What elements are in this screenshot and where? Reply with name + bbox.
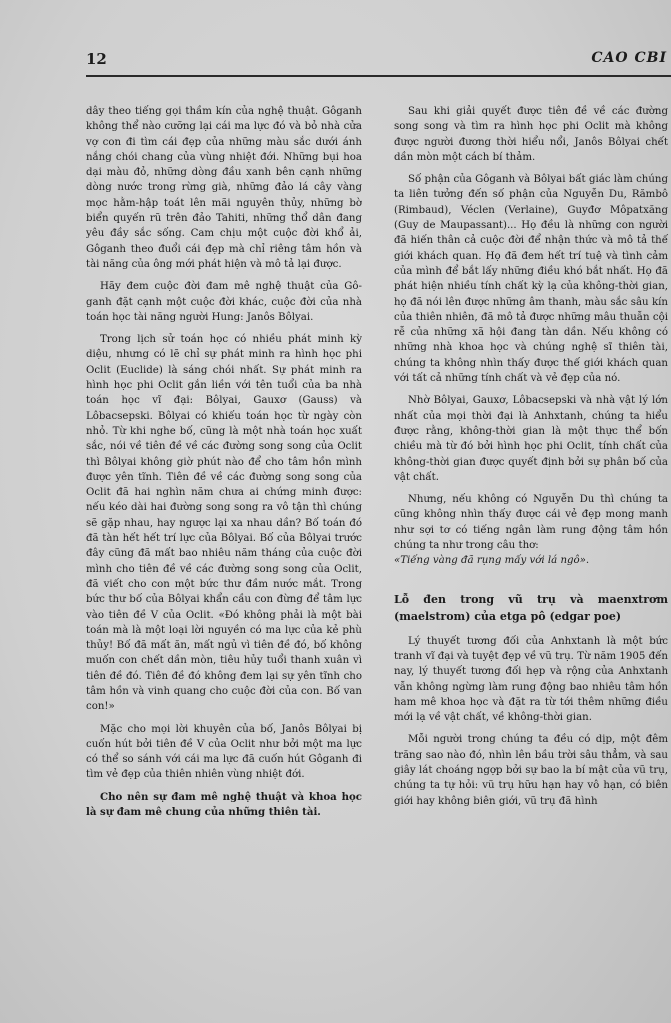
left-column <box>86 104 362 1004</box>
right-paragraph-1: Sau khi giải quyết được tiên đề về các đường song song và tìm ra hình học phi Oclit mà không được người đương thời hiểu nổi, Janôs Bôlyai chết dần mòn một cách bí thảm. <box>394 106 668 163</box>
poem-quote: «Tiếng vàng đã rụng mấy với lá ngô». <box>394 555 590 567</box>
left-paragraph-1: dây theo tiếng gọi thầm kín của nghệ thuật. Gôganh không thể nào cưỡng lại cái ma lực đó và bỏ nhà cửa vợ con đi tìm cái đẹp của những màu sắc dưới ánh nắng chói chang của vùng nhiệt đới. Những bụi hoa dại màu đỏ, những dòng đầu xanh bên cạnh những dòng nước trong rừng già, những đảo lá cây vàng mọc hằm-hập toát lên mãi nguyên thủy, những bờ biển quyến rũ trên đảo Tahiti, những thổ dân đang yêu đầy sắc sống. Cam chịu một cuộc đời khổ ải, Gôganh theo đuổi cái đẹp mà chỉ riêng tâm hồn và tài năng của ông mới phát hiện và mô tả lại được. <box>86 106 362 270</box>
right-column <box>394 104 668 1004</box>
running-title: CAO CBI <box>591 50 667 66</box>
section-heading: Lỗ đen trong vũ trụ và maenxtrơm (maelstrom) của etga pô (edgar poe) <box>394 592 668 623</box>
section-paragraph-1: Lý thuyết tương đối của Anhxtanh là một bức tranh vĩ đại và tuyệt đẹp về vũ trụ. Từ năm 1905 đến nay, lý thuyết tương đối hẹp và rộng của Anhxtanh vẫn không ngừng làm rung động bao nhiêu tâm hồn ham mê khoa học và đặt ra từ tới thêm những điều mới lạ về vật chất, về không-thời gian. <box>394 635 668 724</box>
left-paragraph-5: Cho nên sự đam mê nghệ thuật và khoa học là sự đam mê chung của những thiên tài. <box>86 790 362 819</box>
page-number: 12 <box>86 50 107 68</box>
right-paragraph-2: Số phận của Gôganh và Bôlyai bất giác làm chúng ta liên tưởng đến số phận của Nguyễn Du, Rămbô (Rimbaud), Véclen (Verlaine), Guyđơ Môpatxăng (Guy de Maupassant)... Họ đều là những con người đã hiến thân cả cuộc đời để nhận thức và mô tả thế giới khách quan. Họ đã đem hết trí tuệ và tình cảm của mình để bắt lấy những điều khó bắt nhất. Họ đã phát hiện nhiều tính chất kỳ lạ của không-thời gian, họ đã nói lên được những âm thanh, màu sắc sâu kín của thiên nhiên, đã mô tả được những mâu thuẫn cội rễ của những xã hội đang tàn dần. Nếu không có những nhà khoa học và chúng nghệ sĩ thiên tài, chúng ta không nhìn thấy được thế giới khách quan với tất cả những tính chất và vẻ đẹp của nó. <box>394 174 668 385</box>
left-paragraph-3: Trong lịch sử toán học có nhiều phát minh kỳ diệu, nhưng có lẽ chỉ sự phát minh ra hình học phi Oclit (Euclide) là sáng chói nhất. Sự phát minh ra hình học phi Oclit gắn liền với tên tuổi của ba nhà toán học vĩ đại: Bôlyai, Gauxơ (Gauss) và Lôbacsepski. Bôlyai có khiếu toán học từ ngày còn nhỏ. Từ khi nghe bố, cũng là một nhà toán học xuất sắc, nói về tiên đề về các đường song song của Oclit thì Bôlyai không giờ phút nào để cho tâm hồn mình được yên tĩnh. Tiên đề về các đường song song của Oclit đã hai nghìn năm chưa ai chứng minh được: nếu kéo dài hai đường song song ra vô tận thì chúng sẽ gặp nhau, hay ngược lại xa nhau dần? Bố toán đó đã tàn hết hết trí lực của Bôlyai. Bố của Bôlyai trước đây cũng đã mất bao nhiêu năm tháng của cuộc đời mình cho tiên đề về các đường song song của Oclit, đã viết cho con một bức thư đầm nước mắt. Trong bức thư bố của Bôlyai khẩn cầu con đừng để tâm lực vào tiên đề V của Oclit. «Đó không phải là một bài toán mà là một loại lời nguyền có ma lực của kẻ phù thủy! Bố đã mất ăn, mất ngủ vì tiên đề đó, bố không muốn con chết dần mòn, tiêu hủy tuổi thanh xuân vì tiên đề đó. Tiên đề đó không đem lại sự yên tĩnh cho tâm hồn và vinh quang cho cuộc đời của con. Bố van con!» <box>86 334 362 713</box>
header-rule <box>86 75 671 77</box>
left-paragraph-2: Hãy đem cuộc đời đam mê nghệ thuật của Gô-ganh đặt cạnh một cuộc đời khác, cuộc đời của nhà toán học tài năng người Hung: Janôs Bôlyai. <box>86 281 362 323</box>
right-paragraph-4: Nhưng, nếu không có Nguyễn Du thì chúng ta cũng không nhìn thấy được cái vẻ đẹp mong manh như sợi tơ có tiếng ngân làm rung động tâm hồn chúng ta như trong câu thơ: <box>394 494 668 552</box>
right-paragraph-3: Nhờ Bôlyai, Gauxơ, Lôbacsepski và nhà vật lý lớn nhất của mọi thời đại là Anhxtanh, chúng ta hiểu được rằng, không-thời gian là một thực thể bốn chiều mà từ đó bởi hình học phi Oclit, tính chất của không-thời gian được quyết định bởi sự phân bố của vật chất. <box>394 395 668 483</box>
page-header <box>86 50 667 74</box>
left-paragraph-4: Mặc cho mọi lời khuyên của bố, Janôs Bôlyai bị cuốn hút bởi tiên đề V của Oclit như bởi một ma lực có thể so sánh với cái ma lực đã cuốn hút Gôganh đi tìm vẻ đẹp của thiên nhiên vùng nhiệt đới. <box>86 723 362 781</box>
section-paragraph-2: Mỗi người trong chúng ta đều có dịp, một đêm trăng sao nào đó, nhìn lên bầu trời sâu thẳm, và sau giây lát choáng ngợp bởi sự bao la bí mật của vũ trụ, chúng ta tự hỏi: vũ trụ hữu hạn hay vô hạn, có biên giới hay không biên giới, vũ trụ đã hình <box>394 734 668 807</box>
